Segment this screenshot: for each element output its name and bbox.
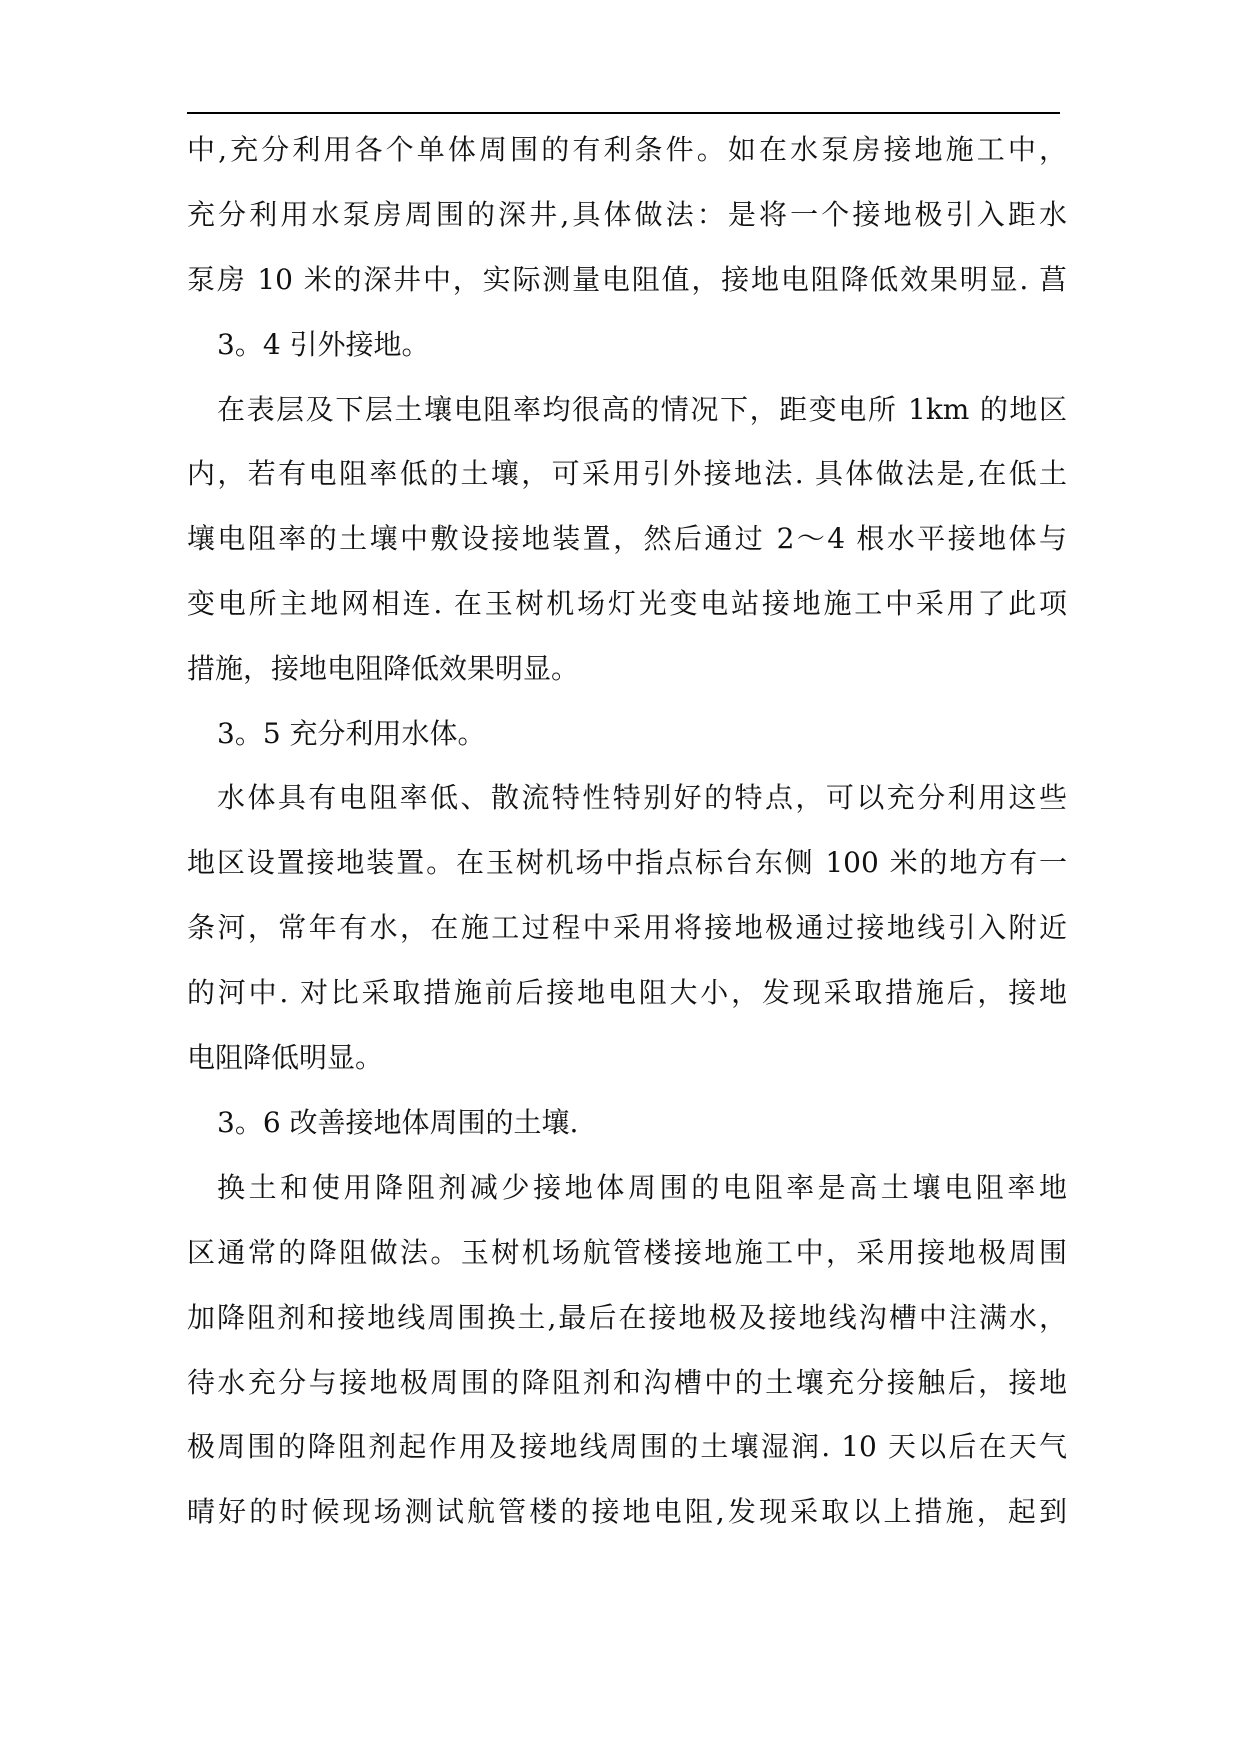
text-line: 中,充分利用各个单体周围的有利条件。如在水泵房接地施工中，: [187, 133, 1067, 166]
text-line: 内，若有电阻率低的土壤，可采用引外接地法. 具体做法是,在低土: [187, 457, 1067, 490]
text-line: 壤电阻率的土壤中敷设接地装置，然后通过 2～4 根水平接地体与: [187, 522, 1067, 555]
text-line: 条河，常年有水，在施工过程中采用将接地极通过接地线引入附近: [187, 911, 1067, 944]
text-line: 在表层及下层土壤电阻率均很高的情况下，距变电所 1km 的地区: [217, 393, 1067, 426]
text-line: 泵房 10 米的深井中，实际测量电阻值，接地电阻降低效果明显. 菖: [187, 263, 1067, 296]
text-line: 加降阻剂和接地线周围换土,最后在接地极及接地线沟槽中注满水，: [187, 1301, 1067, 1334]
text-line: 的河中. 对比采取措施前后接地电阻大小，发现采取措施后，接地: [187, 976, 1067, 1009]
text-line: 地区设置接地装置。在玉树机场中指点标台东侧 100 米的地方有一: [187, 846, 1067, 879]
text-line: 措施，接地电阻降低效果明显。: [187, 652, 580, 685]
text-line: 换土和使用降阻剂减少接地体周围的电阻率是高土壤电阻率地: [217, 1171, 1067, 1204]
text-line: 3。4 引外接地。: [217, 328, 430, 361]
text-line: 水体具有电阻率低、散流特性特别好的特点，可以充分利用这些: [217, 781, 1067, 814]
text-line: 3。6 改善接地体周围的土壤.: [217, 1106, 579, 1139]
text-line: 极周围的降阻剂起作用及接地线周围的土壤湿润. 10 天以后在天气: [187, 1430, 1067, 1463]
text-line: 充分利用水泵房周围的深井,具体做法：是将一个接地极引入距水: [187, 198, 1067, 231]
text-line: 待水充分与接地极周围的降阻剂和沟槽中的土壤充分接触后，接地: [187, 1366, 1067, 1399]
text-line: 区通常的降阻做法。玉树机场航管楼接地施工中，采用接地极周围: [187, 1236, 1067, 1269]
text-line: 电阻降低明显。: [187, 1041, 384, 1074]
text-line: 3。5 充分利用水体。: [217, 717, 486, 750]
text-line: 晴好的时候现场测试航管楼的接地电阻,发现采取以上措施，起到: [187, 1495, 1067, 1528]
text-line: 变电所主地网相连. 在玉树机场灯光变电站接地施工中采用了此项: [187, 587, 1067, 620]
